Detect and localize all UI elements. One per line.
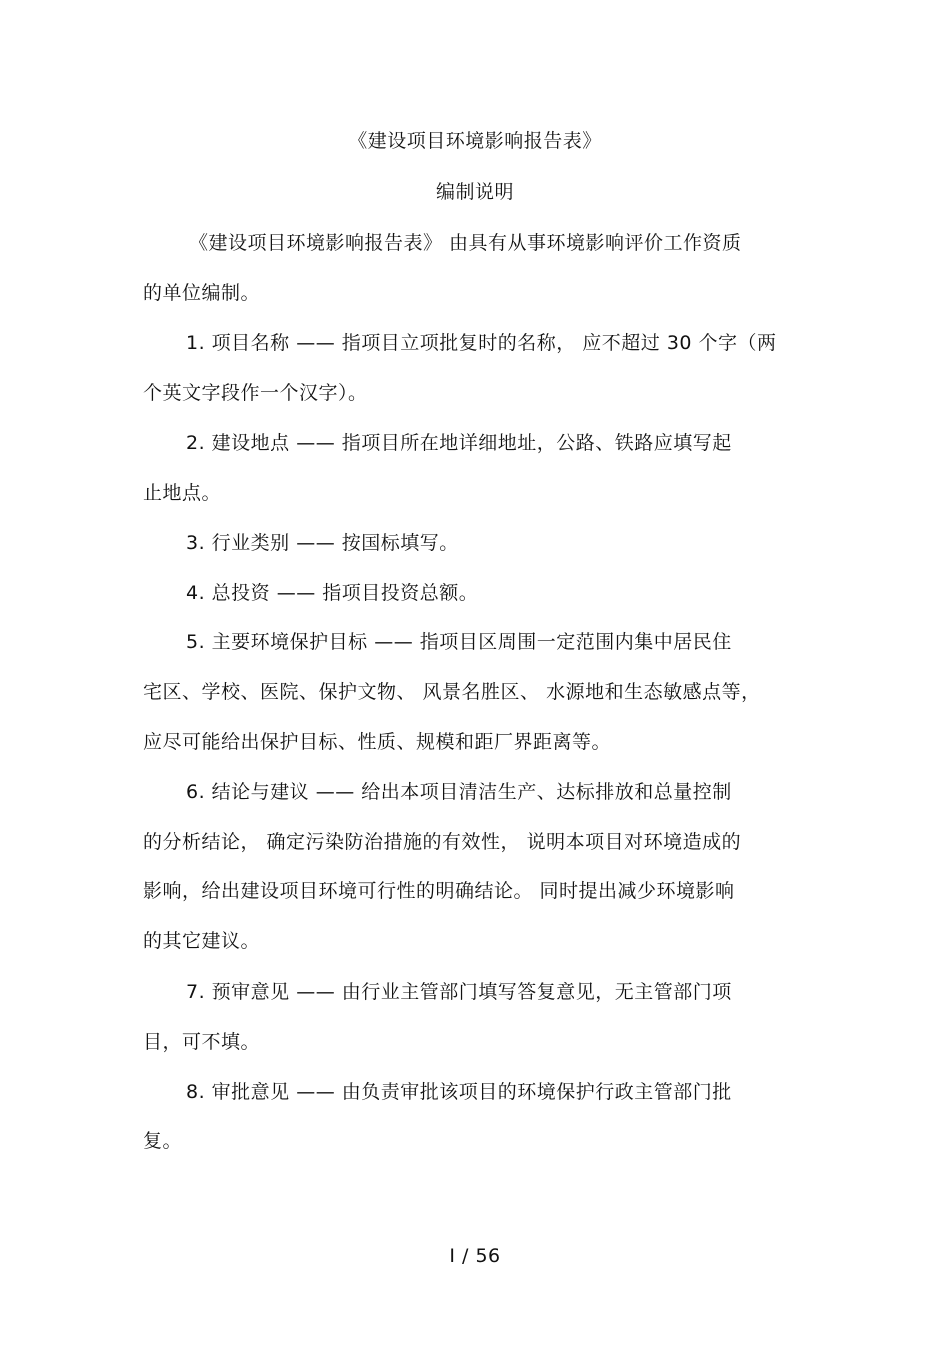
item-8-line-1: 8. 审批意见 —— 由负责审批该项目的环境保护行政主管部门批 bbox=[186, 1081, 732, 1103]
item-6-line-2: 的分析结论， 确定污染防治措施的有效性， 说明本项目对环境造成的 bbox=[143, 831, 742, 853]
item-5-line-3: 应尽可能给出保护目标、性质、规模和距厂界距离等。 bbox=[143, 731, 612, 753]
item-6-line-1: 6. 结论与建议 —— 给出本项目清洁生产、达标排放和总量控制 bbox=[186, 781, 732, 803]
item-7-line-1: 7. 预审意见 —— 由行业主管部门填写答复意见，无主管部门项 bbox=[186, 981, 732, 1003]
item-3-line-1: 3. 行业类别 —— 按国标填写。 bbox=[186, 532, 459, 554]
item-5-line-2: 宅区、学校、医院、保护文物、 风景名胜区、 水源地和生态敏感点等， bbox=[143, 681, 761, 703]
item-6-line-3: 影响，给出建设项目环境可行性的明确结论。 同时提出减少环境影响 bbox=[143, 880, 735, 902]
item-4-line-1: 4. 总投资 —— 指项目投资总额。 bbox=[186, 582, 479, 604]
document-title: 《建设项目环境影响报告表》 bbox=[348, 130, 602, 152]
item-2-line-2: 止地点。 bbox=[143, 482, 222, 504]
item-5-line-1: 5. 主要环境保护目标 —— 指项目区周围一定范围内集中居民住 bbox=[186, 631, 732, 653]
item-1-line-1: 1. 项目名称 —— 指项目立项批复时的名称， 应不超过 30 个字（两 bbox=[186, 332, 777, 354]
intro-line-2: 的单位编制。 bbox=[143, 282, 261, 304]
item-1-line-2: 个英文字段作一个汉字）。 bbox=[143, 382, 368, 404]
page-number: I / 56 bbox=[449, 1245, 501, 1267]
document-subtitle: 编制说明 bbox=[435, 181, 514, 203]
item-6-line-4: 的其它建议。 bbox=[143, 930, 261, 952]
item-8-line-2: 复。 bbox=[143, 1130, 183, 1152]
item-7-line-2: 目，可不填。 bbox=[143, 1031, 261, 1053]
intro-line-1: 《建设项目环境影响报告表》 由具有从事环境影响评价工作资质 bbox=[189, 232, 742, 254]
item-2-line-1: 2. 建设地点 —— 指项目所在地详细地址，公路、铁路应填写起 bbox=[186, 432, 732, 454]
